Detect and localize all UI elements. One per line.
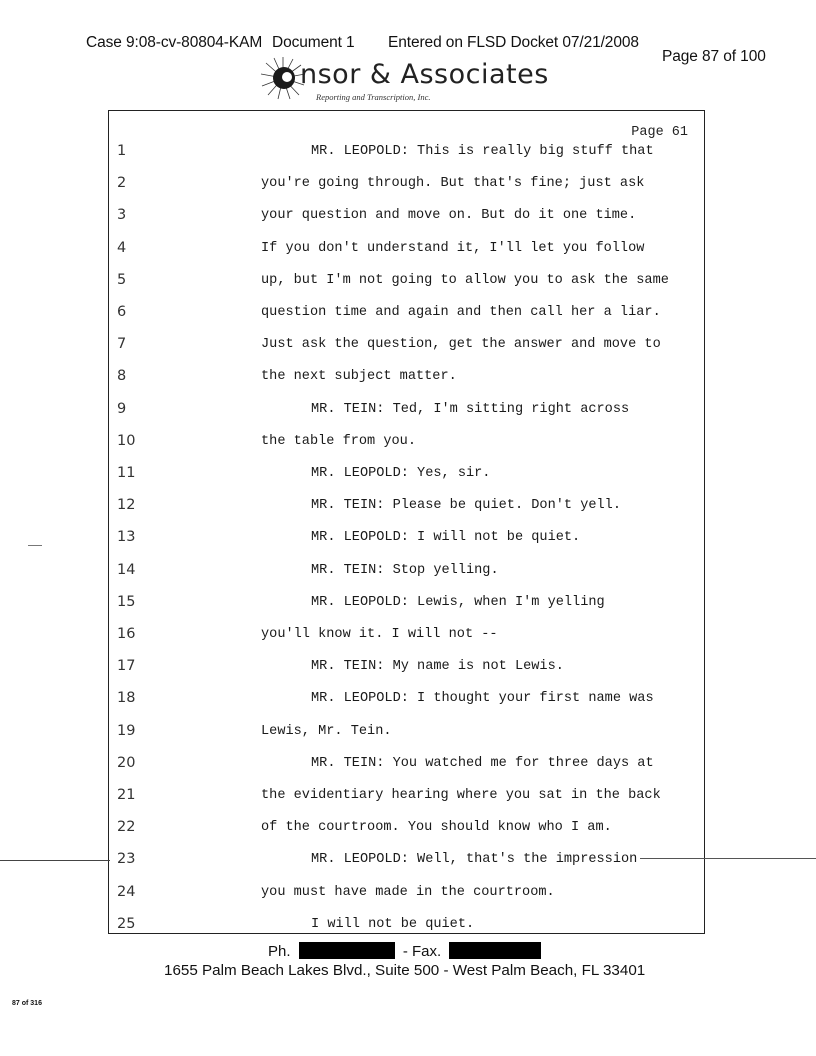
page-of-total: Page 87 of 100 (662, 48, 766, 65)
line-number: 1 (117, 143, 127, 159)
line-text: you're going through. But that's fine; just ask (261, 176, 645, 192)
line-text: MR. TEIN: Stop yelling. (311, 562, 499, 578)
transcript-line (109, 360, 706, 392)
line-number: 18 (117, 690, 136, 707)
transcript-line (109, 586, 706, 618)
line-number: 22 (117, 819, 136, 836)
transcript-line (109, 296, 706, 328)
transcript-line (109, 650, 706, 682)
transcript-line (109, 843, 706, 875)
transcript-line (109, 779, 706, 811)
line-number: 3 (117, 207, 127, 224)
company-subtitle: Reporting and Transcription, Inc. (316, 92, 431, 102)
line-text: I will not be quiet. (311, 916, 475, 932)
line-text: MR. TEIN: Please be quiet. Don't yell. (311, 498, 621, 514)
line-text: MR. TEIN: My name is not Lewis. (311, 659, 564, 675)
transcript-line (109, 199, 706, 231)
reporting-logo (250, 56, 570, 106)
line-text: MR. LEOPOLD: This is really big stuff that (311, 144, 654, 159)
line-text: the table from you. (261, 433, 416, 449)
case-number: Case 9:08-cv-80804-KAM (86, 34, 263, 51)
address-line: 1655 Palm Beach Lakes Blvd., Suite 500 - West Palm Beach, FL 33401 (164, 962, 646, 979)
transcript-line (109, 425, 706, 457)
line-text: the evidentiary hearing where you sat in the back (261, 788, 661, 803)
document-page-mark: 87 of 316 (12, 1000, 42, 1007)
line-text: MR. TEIN: Ted, I'm sitting right across (311, 401, 630, 417)
line-text: Lewis, Mr. Tein. (261, 723, 392, 739)
transcript-line (109, 167, 706, 199)
line-number: 19 (117, 722, 136, 739)
transcript-line (109, 135, 706, 167)
line-text: MR. LEOPOLD: Well, that's the impression (311, 852, 638, 868)
transcript-line (109, 715, 706, 747)
left-edge-rule (0, 860, 110, 861)
line-number: 24 (117, 883, 136, 900)
line-text: question time and again and then call her a liar. (261, 305, 661, 320)
company-name: nsor & Associates (300, 59, 549, 90)
fax-redaction (449, 942, 541, 959)
phone-redaction (299, 942, 395, 959)
line-number: 13 (117, 529, 136, 546)
line-number: 15 (117, 593, 136, 610)
transcript-line (109, 489, 706, 521)
document-number: Document 1 (272, 34, 355, 51)
contact-line (268, 942, 541, 960)
line-text: MR. LEOPOLD: I thought your first name was (311, 691, 654, 707)
line-number: 14 (117, 561, 136, 578)
line-text: MR. LEOPOLD: I will not be quiet. (311, 530, 581, 546)
transcript-line (109, 232, 706, 264)
line-text: the next subject matter. (261, 369, 457, 385)
line-text: MR. TEIN: You watched me for three days at (311, 755, 654, 771)
transcript-page (108, 110, 705, 934)
line-text: you'll know it. I will not -- (261, 627, 498, 642)
transcript-line (109, 682, 706, 714)
transcript-line (109, 554, 706, 586)
line-number: 23 (117, 851, 136, 868)
transcript-line (109, 521, 706, 553)
right-edge-rule (640, 858, 816, 859)
line-number: 7 (117, 336, 127, 353)
fax-label: - Fax. (402, 943, 442, 960)
line-number: 20 (117, 754, 136, 771)
transcript-line (109, 811, 706, 843)
line-number: 8 (117, 368, 127, 385)
scan-speck (28, 545, 42, 546)
line-number: 4 (117, 239, 127, 256)
line-number: 2 (117, 175, 127, 192)
transcript-line (109, 618, 706, 650)
transcript-line (109, 908, 706, 940)
line-text: you must have made in the courtroom. (261, 884, 555, 900)
line-text: Just ask the question, get the answer and move to (261, 337, 661, 353)
line-text: If you don't understand it, I'll let you follow (261, 240, 645, 256)
transcript-line (109, 393, 706, 425)
line-number: 17 (117, 658, 136, 675)
line-number: 6 (117, 304, 127, 320)
line-number: 16 (117, 626, 136, 642)
transcript-line (109, 328, 706, 360)
line-number: 25 (117, 915, 136, 932)
line-number: 21 (117, 787, 136, 803)
line-number: 5 (117, 271, 127, 288)
line-number: 10 (117, 432, 136, 449)
line-text: of the courtroom. You should know who I am. (261, 820, 612, 836)
line-number: 12 (117, 497, 136, 514)
line-text: up, but I'm not going to allow you to ask the same (261, 272, 669, 288)
line-number: 11 (117, 465, 136, 481)
line-number: 9 (117, 400, 127, 417)
transcript-line (109, 876, 706, 908)
transcript-line (109, 457, 706, 489)
line-text: MR. LEOPOLD: Lewis, when I'm yelling (311, 594, 605, 610)
transcript-page-number: Page 61 (631, 125, 688, 140)
line-text: your question and move on. But do it one time. (261, 208, 637, 224)
transcript-line (109, 264, 706, 296)
phone-label: Ph. (268, 943, 291, 960)
line-text: MR. LEOPOLD: Yes, sir. (311, 466, 491, 481)
docket-entry: Entered on FLSD Docket 07/21/2008 (388, 34, 639, 51)
transcript-line (109, 747, 706, 779)
